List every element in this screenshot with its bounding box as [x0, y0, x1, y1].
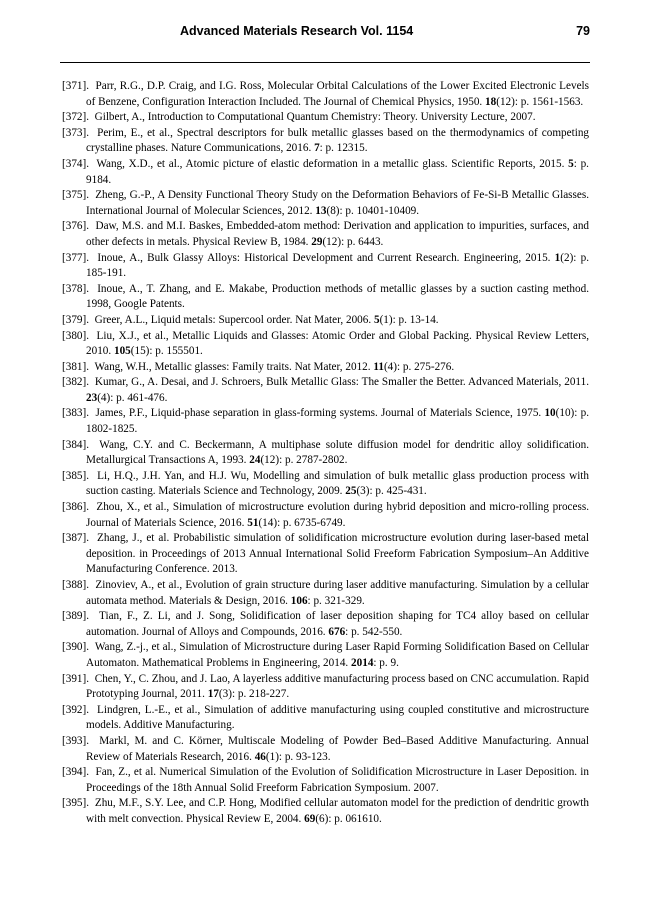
journal-title: Advanced Materials Research Vol. 1154 [180, 24, 414, 38]
reference-entry [62, 438, 589, 469]
reference-text: Liu, X.J., et al., Metallic Liquids and Glasses: Atomic Order and Global Packing. Physical Review Letters, 2010. [86, 329, 589, 358]
reference-number: [388]. [62, 579, 90, 591]
reference-entry [62, 375, 589, 406]
reference-number: [394]. [62, 766, 90, 779]
reference-number: [390]. [62, 641, 90, 654]
reference-text: Lindgren, L.-E., et al., Simulation of additive manufacturing using coupled constitutive and microstructure models. Additive Manufacturing. [86, 703, 590, 732]
reference-volume: 5 [568, 157, 574, 170]
reference-number: [382]. [62, 376, 90, 389]
reference-pages: (3): p. 218-227. [218, 688, 290, 701]
reference-pages: : p. 9184. [86, 157, 589, 186]
reference-number: [383]. [62, 407, 90, 420]
reference-entry [62, 640, 589, 671]
reference-text: Markl, M. and C. Körner, Multiscale Modeling of Powder Bed–Based Additive Manufacturing. Annual Review of Materials Research, 2016. [86, 734, 590, 763]
reference-entry [62, 734, 589, 765]
reference-pages: (14): p. 6735-6749. [258, 516, 346, 529]
reference-entry [62, 282, 589, 313]
reference-volume: 51 [247, 516, 259, 529]
reference-entry [62, 313, 589, 329]
reference-text: Li, H.Q., J.H. Yan, and H.J. Wu, Modelling and simulation of bulk metallic glass production process with suction casting. Materials Science and Technology, 2009. [86, 469, 589, 498]
reference-number: [391]. [62, 672, 90, 685]
reference-pages: (3): p. 425-431. [356, 485, 427, 498]
reference-text: Zinoviev, A., et al., Evolution of grain structure during laser additive manufacturing. Simulation by a cellular automata method. Materials & Design, 2016. [86, 579, 590, 607]
reference-entry [62, 469, 589, 500]
reference-text: Tian, F., Z. Li, and J. Song, Solidification of laser deposition shaping for TC4 alloy based on cellular automation. Journal of Alloys and Compounds, 2016. [86, 610, 589, 638]
reference-volume: 29 [311, 235, 323, 248]
reference-text: Daw, M.S. and M.I. Baskes, Embedded-atom method: Derivation and application to impurities, surfaces, and other defects in metals. Physical Review B, 1984. [86, 220, 590, 248]
reference-entry [62, 703, 589, 734]
reference-volume: 17 [207, 688, 219, 701]
reference-number: [387]. [62, 532, 90, 545]
reference-number: [371]. [62, 80, 90, 92]
reference-volume: 46 [254, 750, 266, 763]
reference-entry [62, 79, 589, 110]
reference-text: Wang, Z.-j., et al., Simulation of Microstructure during Laser Rapid Forming Solidification Based on Cellular Automaton. Mathematical Problems in Engineering, 2014. [86, 641, 589, 669]
reference-pages: (12): p. 1561-1563. [496, 95, 584, 108]
reference-entry [62, 110, 589, 126]
reference-text: Kumar, G., A. Desai, and J. Schroers, Bulk Metallic Glass: The Smaller the Better. Advanced Materials, 2011. [94, 376, 589, 389]
reference-entry [62, 796, 589, 827]
reference-pages: : p. 9. [373, 656, 399, 669]
reference-entry [62, 360, 589, 376]
reference-pages: (15): p. 155501. [130, 345, 203, 358]
reference-number: [376]. [62, 220, 90, 233]
reference-text: James, P.F., Liquid-phase separation in glass-forming systems. Journal of Materials Science, 1975. [95, 407, 545, 420]
reference-number: [395]. [62, 797, 90, 810]
reference-pages: (4): p. 275-276. [383, 360, 455, 373]
reference-text: Zhu, M.F., S.Y. Lee, and C.P. Hong, Modified cellular automaton model for the prediction of dendritic growth with melt convection. Physical Review E, 2004. [86, 797, 589, 825]
reference-volume: 69 [304, 812, 316, 825]
reference-text: Parr, R.G., D.P. Craig, and I.G. Ross, Molecular Orbital Calculations of the Lower Excited Electronic Levels of Benzene, Configuration Interaction Included. The Journal of Chemical Physics, 1950. [86, 80, 590, 108]
reference-pages: (4): p. 461-476. [97, 391, 168, 404]
reference-text: Zheng, G.-P., A Density Functional Theory Study on the Deformation Behaviors of Fe-Si-B Metallic Glasses. International Journal of Molecular Sciences, 2012. [86, 189, 590, 217]
reference-number: [378]. [62, 282, 90, 295]
reference-pages: (12): p. 6443. [322, 235, 384, 248]
reference-entry [62, 609, 589, 640]
reference-entry [62, 219, 589, 250]
reference-pages: (1): p. 13-14. [379, 313, 439, 326]
reference-entry [62, 329, 589, 360]
reference-text: Inoue, A., T. Zhang, and E. Makabe, Production methods of metallic glasses by a suction casting method. 1998, Google Patents. [86, 282, 590, 311]
reference-number: [385]. [62, 469, 90, 482]
reference-pages: (1): p. 93-123. [265, 750, 331, 763]
reference-number: [377]. [62, 251, 90, 264]
reference-list [62, 79, 589, 828]
reference-entry [62, 406, 589, 437]
reference-text: Wang, W.H., Metallic glasses: Family traits. Nat Mater, 2012. [94, 360, 374, 373]
reference-entry [62, 157, 589, 188]
reference-entry [62, 531, 589, 578]
reference-text: Chen, Y., C. Zhou, and J. Lao, A layerless additive manufacturing process based on CNC accumulation. Rapid Prototyping Journal, 2011. [86, 672, 589, 701]
reference-entry [62, 500, 589, 531]
reference-pages: (2): p. 185-191. [86, 251, 589, 280]
reference-pages: (6): p. 061610. [315, 812, 382, 825]
reference-pages: (10): p. 1802-1825. [86, 407, 590, 436]
reference-text: Perim, E., et al., Spectral descriptors for bulk metallic glasses based on the thermodynamics of competing crystalline phases. Nature Communications, 2016. [86, 126, 590, 155]
reference-entry [62, 672, 589, 703]
reference-number: [373]. [62, 126, 90, 139]
reference-text: Inoue, A., Bulk Glassy Alloys: Historical Development and Current Research. Engineering, 2015. [97, 251, 555, 264]
reference-number: [380]. [62, 329, 90, 342]
reference-number: [372]. [62, 111, 90, 124]
reference-volume: 5 [373, 313, 380, 326]
reference-number: [379]. [62, 313, 90, 326]
reference-volume: 18 [485, 95, 497, 108]
reference-volume: 24 [249, 454, 261, 467]
reference-pages: (8): p. 10401-10409. [326, 204, 420, 217]
reference-entry [62, 188, 589, 219]
reference-volume: 25 [345, 485, 357, 498]
reference-volume: 11 [373, 360, 384, 373]
reference-volume: 13 [315, 204, 327, 217]
reference-volume: 105 [113, 345, 131, 358]
reference-entry [62, 765, 589, 796]
reference-pages: : p. 12315. [319, 142, 368, 155]
reference-number: [392]. [62, 703, 90, 716]
reference-volume: 23 [86, 391, 98, 404]
reference-pages: (12): p. 2787-2802. [260, 454, 348, 467]
reference-volume: 10 [544, 407, 556, 420]
reference-text: Gilbert, A., Introduction to Computational Quantum Chemistry: Theory. University Lecture, 2007. [94, 111, 536, 124]
reference-number: [386]. [62, 501, 90, 514]
reference-number: [374]. [62, 157, 90, 170]
reference-entry [62, 126, 589, 157]
reference-entry [62, 578, 589, 609]
reference-number: [381]. [62, 360, 90, 373]
reference-text: Wang, X.D., et al., Atomic picture of elastic deformation in a metallic glass. Scientific Reports, 2015. [96, 157, 569, 170]
reference-number: [389]. [62, 610, 90, 623]
reference-volume: 106 [290, 594, 308, 607]
page-header [60, 24, 590, 42]
reference-text: Greer, A.L., Liquid metals: Supercool order. Nat Mater, 2006. [94, 313, 374, 326]
reference-pages: : p. 321-329. [307, 594, 365, 607]
reference-text: Wang, C.Y. and C. Beckermann, A multiphase solute diffusion model for dendritic alloy solidification. Metallurgical Transactions A, 1993. [86, 438, 589, 467]
reference-number: [375]. [62, 189, 90, 202]
reference-text: Zhang, J., et al. Probabilistic simulation of solidification microstructure evolution during laser-based metal deposition. in Proceedings of 2013 Annual International Solid Freeform Fabrication Symposium–An Additive Manufacturing Conference. 2013. [86, 532, 590, 576]
reference-text: Fan, Z., et al. Numerical Simulation of the Evolution of Solidification Microstructure in Laser Deposition. in Proceedings of the 18th Annual Solid Freeform Fabrication Symposium. 2007. [86, 766, 590, 794]
reference-volume: 676 [328, 625, 346, 638]
reference-entry [62, 251, 589, 282]
reference-number: [384]. [62, 438, 90, 451]
reference-volume: 7 [314, 142, 320, 155]
reference-volume: 2014 [351, 656, 374, 669]
reference-number: [393]. [62, 734, 90, 747]
page-number: 79 [576, 24, 590, 38]
reference-volume: 1 [554, 251, 561, 264]
header-divider [60, 62, 590, 63]
reference-text: Zhou, X., et al., Simulation of microstructure evolution during hybrid deposition and micro-rolling process. Journal of Materials Science, 2016. [86, 501, 589, 529]
reference-pages: : p. 542-550. [345, 625, 403, 638]
